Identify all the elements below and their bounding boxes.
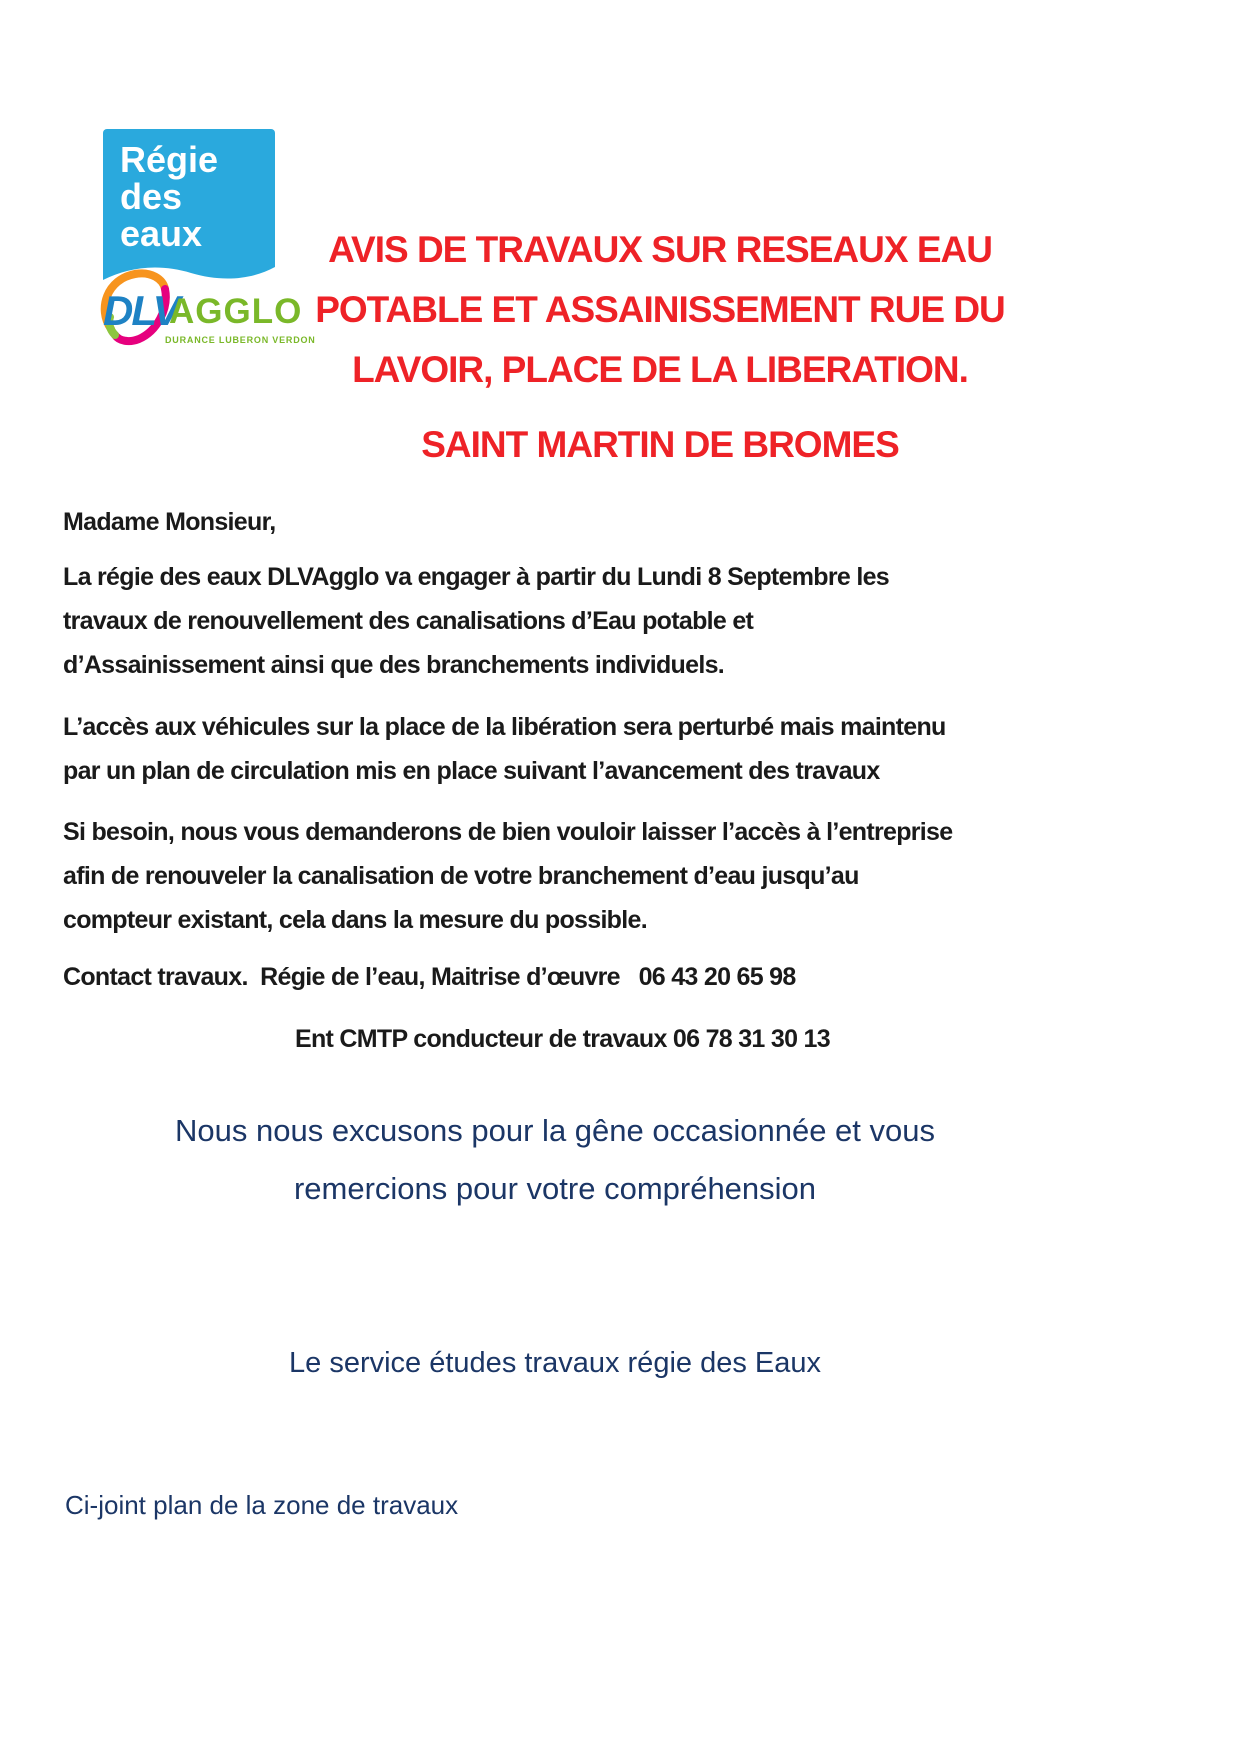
logo-tagline: DURANCE LUBERON VERDON — [165, 335, 316, 345]
apology-message — [60, 1102, 1050, 1218]
paragraph-vehicle-access — [63, 705, 946, 793]
paragraph-works-start-line-1: La régie des eaux DLVAgglo va engager à partir du Lundi 8 Septembre les — [63, 563, 889, 591]
logo-word-des: des — [120, 176, 183, 217]
paragraph-works-start-line-3: d’Assainissement ainsi que des branchements individuels. — [63, 651, 725, 679]
contact-maitrise-oeuvre: Contact travaux. Régie de l’eau, Maitrise d’œuvre 06 43 20 65 98 — [63, 963, 796, 991]
signature-service: Le service études travaux régie des Eaux — [289, 1347, 821, 1379]
paragraph-property-access-line-2: afin de renouveler la canalisation de votre branchement d’eau jusqu’au — [63, 862, 859, 890]
paragraph-property-access-line-1: Si besoin, nous vous demanderons de bien vouloir laisser l’accès à l’entreprise — [63, 818, 953, 846]
apology-message-line-1: Nous nous excusons pour la gêne occasionnée et vous — [175, 1113, 935, 1148]
regie-des-eaux-logo-text — [103, 129, 275, 252]
paragraph-property-access-line-3: compteur existant, cela dans la mesure du possible. — [63, 906, 647, 934]
regie-des-eaux-logo — [103, 129, 316, 345]
notice-title-line-1: AVIS DE TRAVAUX SUR RESEAUX EAU — [328, 229, 992, 270]
notice-title-line-2: POTABLE ET ASSAINISSEMENT RUE DU — [315, 289, 1005, 330]
salutation: Madame Monsieur, — [63, 508, 276, 536]
notice-title — [260, 220, 1060, 400]
notice-title-line-3: LAVOIR, PLACE DE LA LIBERATION. — [352, 349, 968, 390]
contact-conducteur-travaux: Ent CMTP conducteur de travaux 06 78 31 30 13 — [295, 1025, 830, 1053]
logo-word-eaux: eaux — [120, 213, 203, 254]
notice-subtitle-town: SAINT MARTIN DE BROMES — [421, 424, 899, 465]
regie-des-eaux-logo-box — [103, 129, 275, 287]
attachment-note: Ci-joint plan de la zone de travaux — [65, 1490, 459, 1520]
logo-word-dlv: DLV — [103, 287, 179, 334]
paragraph-vehicle-access-line-2: par un plan de circulation mis en place suivant l’avancement des travaux — [63, 757, 880, 785]
paragraph-vehicle-access-line-1: L’accès aux véhicules sur la place de la libération sera perturbé mais maintenu — [63, 713, 946, 741]
paragraph-property-access — [63, 810, 952, 942]
logo-word-regie: Régie — [120, 139, 219, 180]
paragraph-works-start-line-2: travaux de renouvellement des canalisations d’Eau potable et — [63, 607, 754, 635]
dlv-agglo-logo — [103, 287, 303, 334]
apology-message-line-2: remercions pour votre compréhension — [293, 1171, 817, 1206]
paragraph-works-start — [63, 555, 889, 687]
logo-word-agglo: AGGLO — [169, 292, 303, 331]
